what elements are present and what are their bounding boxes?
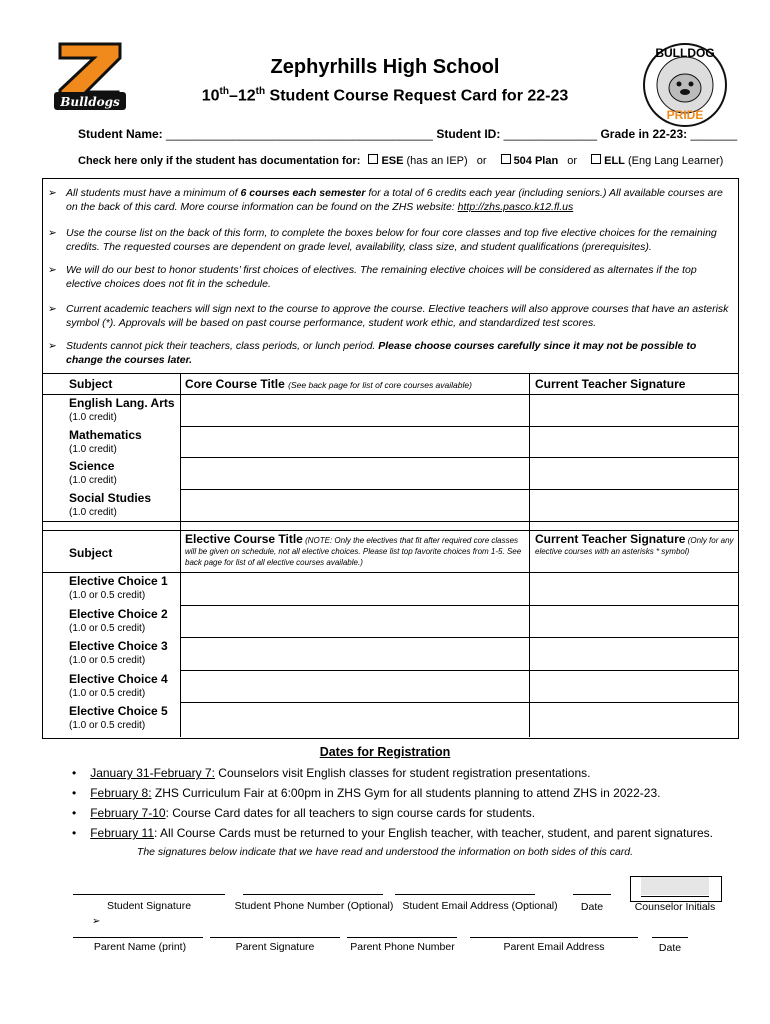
elective-teacher-signature-cell[interactable] xyxy=(530,671,738,704)
zhs-logo-text: Bulldogs xyxy=(60,95,120,109)
elective-choice-name: Elective Choice 3 xyxy=(69,639,168,653)
elective-course-title-cell[interactable] xyxy=(181,671,529,704)
ese-checkbox[interactable] xyxy=(368,154,378,164)
student-signature-label: Student Signature xyxy=(106,900,192,912)
ell-note: (Eng Lang Learner) xyxy=(627,155,724,167)
student-name-label: Student Name: xyxy=(78,127,163,141)
documentation-line xyxy=(78,154,723,167)
elective-choice-credit: (1.0 or 0.5 credit) xyxy=(69,720,146,731)
counselor-initials-box[interactable] xyxy=(630,876,722,902)
elective-choice-credit: (1.0 or 0.5 credit) xyxy=(69,655,146,666)
plan-504-label: 504 Plan xyxy=(513,155,559,167)
arrow-icon: ➢ xyxy=(48,187,57,199)
elective-course-title-cell[interactable] xyxy=(181,703,529,736)
student-id-field[interactable]: ______________ xyxy=(503,127,598,141)
elective-table-row xyxy=(43,606,738,639)
registration-item: • January 31-February 7: Counselors visit English classes for student registration presentations. xyxy=(72,766,591,780)
elective-teacher-signature-cell[interactable] xyxy=(530,703,738,736)
parent-date-label: Date xyxy=(658,942,682,954)
core-table-row xyxy=(43,458,738,490)
parent-signature-label: Parent Signature xyxy=(235,941,315,953)
core-course-title-header: Core Course Title (See back page for list of core courses available) xyxy=(185,377,472,391)
student-phone-label: Student Phone Number (Optional) xyxy=(234,900,394,912)
student-email-label: Student Email Address (Optional) xyxy=(402,900,558,912)
elective-course-title-header: Elective Course Title (NOTE: Only the electives that fit after required core classes will be given on schedule, not all elective choices. Please list top favorite choices from 1-5. See back page for list of all elective courses available.) xyxy=(185,532,522,567)
core-course-title-cell[interactable] xyxy=(181,395,529,427)
ese-note: (has an IEP) xyxy=(406,155,468,167)
counselor-initials-label: Counselor Initials xyxy=(634,901,716,913)
registration-item: • February 8: ZHS Curriculum Fair at 6:00pm in ZHS Gym for all students planning to attend ZHS in 2022-23. xyxy=(72,786,661,800)
documentation-prefix: Check here only if the student has documentation for: xyxy=(78,155,361,167)
registration-item: • February 7-10: Course Card dates for all teachers to sign course cards for students. xyxy=(72,806,536,820)
elective-choice-credit: (1.0 or 0.5 credit) xyxy=(69,622,146,634)
elective-choice-name: Elective Choice 4 xyxy=(69,671,168,686)
elective-subject-header: Subject xyxy=(69,546,113,560)
student-phone-line[interactable] xyxy=(243,894,383,895)
parent-date-line[interactable] xyxy=(652,937,688,938)
elective-choice-credit: (1.0 or 0.5 credit) xyxy=(69,687,146,699)
elective-teacher-signature-header: Current Teacher Signature (Only for any elective courses with an asterisks * symbol) xyxy=(535,532,734,556)
parent-email-label: Parent Email Address xyxy=(503,941,605,953)
arrow-icon: ➢ xyxy=(48,227,57,239)
registration-dates xyxy=(72,763,713,843)
elective-choice-credit: (1.0 or 0.5 credit) xyxy=(69,590,146,601)
core-teacher-signature-header: Current Teacher Signature xyxy=(535,377,686,391)
elective-table-row xyxy=(43,573,738,606)
ell-label: ELL xyxy=(604,155,625,167)
elective-course-title-cell[interactable] xyxy=(181,606,529,639)
elective-teacher-signature-cell[interactable] xyxy=(530,638,738,671)
course-request-table xyxy=(42,373,739,739)
elective-choice-name: Elective Choice 1 xyxy=(69,574,168,588)
student-date-label: Date xyxy=(580,901,604,913)
elective-teacher-signature-cell[interactable] xyxy=(530,573,738,606)
core-teacher-signature-cell[interactable] xyxy=(530,490,738,522)
core-course-title-cell[interactable] xyxy=(181,427,529,459)
grade-label: Grade in 22-23: xyxy=(600,127,688,141)
signature-note: The signatures below indicate that we have read and understood the information on both sides of this card. xyxy=(136,846,634,858)
elective-course-title-cell[interactable] xyxy=(181,638,529,671)
student-date-line[interactable] xyxy=(573,894,611,895)
elective-choice-name: Elective Choice 2 xyxy=(69,606,168,621)
grade-field[interactable]: _______ xyxy=(690,127,738,141)
core-subject-name: Science xyxy=(69,459,115,473)
school-title: Zephyrhills High School xyxy=(270,56,500,78)
elective-table-row xyxy=(43,638,738,671)
ese-label: ESE xyxy=(381,155,404,167)
student-email-line[interactable] xyxy=(395,894,535,895)
elective-course-title-cell[interactable] xyxy=(181,573,529,606)
plan-504-checkbox[interactable] xyxy=(501,154,511,164)
elective-table-row xyxy=(43,703,738,736)
core-teacher-signature-cell[interactable] xyxy=(530,395,738,427)
core-subject-name: English Lang. Arts xyxy=(69,396,175,410)
zhs-website-link[interactable]: http://zhs.pasco.k12.fl.us xyxy=(457,201,574,213)
elective-teacher-signature-cell[interactable] xyxy=(530,606,738,639)
or-text: or xyxy=(567,155,578,167)
logo-bottom-text: PRIDE xyxy=(666,108,704,122)
parent-name-line[interactable] xyxy=(73,937,203,938)
student-signature-line[interactable] xyxy=(73,894,225,895)
card-title: 10th–12th Student Course Request Card for 22-23 xyxy=(201,86,569,105)
parent-phone-line[interactable] xyxy=(347,937,457,938)
core-course-title-cell[interactable] xyxy=(181,490,529,522)
logo-top-text: BULLDOG xyxy=(655,46,715,60)
elective-table-row xyxy=(43,671,738,704)
core-subject-credit: (1.0 credit) xyxy=(69,443,117,455)
parent-name-label: Parent Name (print) xyxy=(93,941,187,953)
registration-heading: Dates for Registration xyxy=(319,745,451,759)
core-subject-header: Subject xyxy=(69,377,113,391)
parent-email-line[interactable] xyxy=(470,937,638,938)
core-table-row xyxy=(43,395,738,427)
or-text: or xyxy=(476,155,487,167)
core-teacher-signature-cell[interactable] xyxy=(530,458,738,490)
core-course-title-cell[interactable] xyxy=(181,458,529,490)
core-table-row xyxy=(43,490,738,522)
core-subject-name: Social Studies xyxy=(69,490,152,505)
arrow-icon: ➢ xyxy=(48,264,57,276)
student-name-field[interactable]: ________________________________________ xyxy=(166,127,433,141)
registration-item: • February 11: All Course Cards must be returned to your English teacher, with teacher, student, and parent signatures. xyxy=(72,826,713,840)
parent-signature-line[interactable] xyxy=(210,937,340,938)
core-teacher-signature-cell[interactable] xyxy=(530,427,738,459)
core-subject-name: Mathematics xyxy=(69,427,142,442)
arrow-icon: ➢ xyxy=(48,303,57,315)
core-subject-credit: (1.0 credit) xyxy=(69,412,117,423)
parent-phone-label: Parent Phone Number xyxy=(350,941,455,953)
arrow-icon: ➢ xyxy=(48,340,57,352)
core-subject-credit: (1.0 credit) xyxy=(69,475,117,486)
bulldog-pride-logo xyxy=(642,42,728,128)
core-table-row xyxy=(43,427,738,459)
student-id-label: Student ID: xyxy=(436,127,501,141)
elective-choice-name: Elective Choice 5 xyxy=(69,704,168,718)
ell-checkbox[interactable] xyxy=(591,154,601,164)
core-subject-credit: (1.0 credit) xyxy=(69,506,117,518)
arrow-icon: ➢ xyxy=(92,916,101,927)
student-info-line xyxy=(78,127,737,141)
